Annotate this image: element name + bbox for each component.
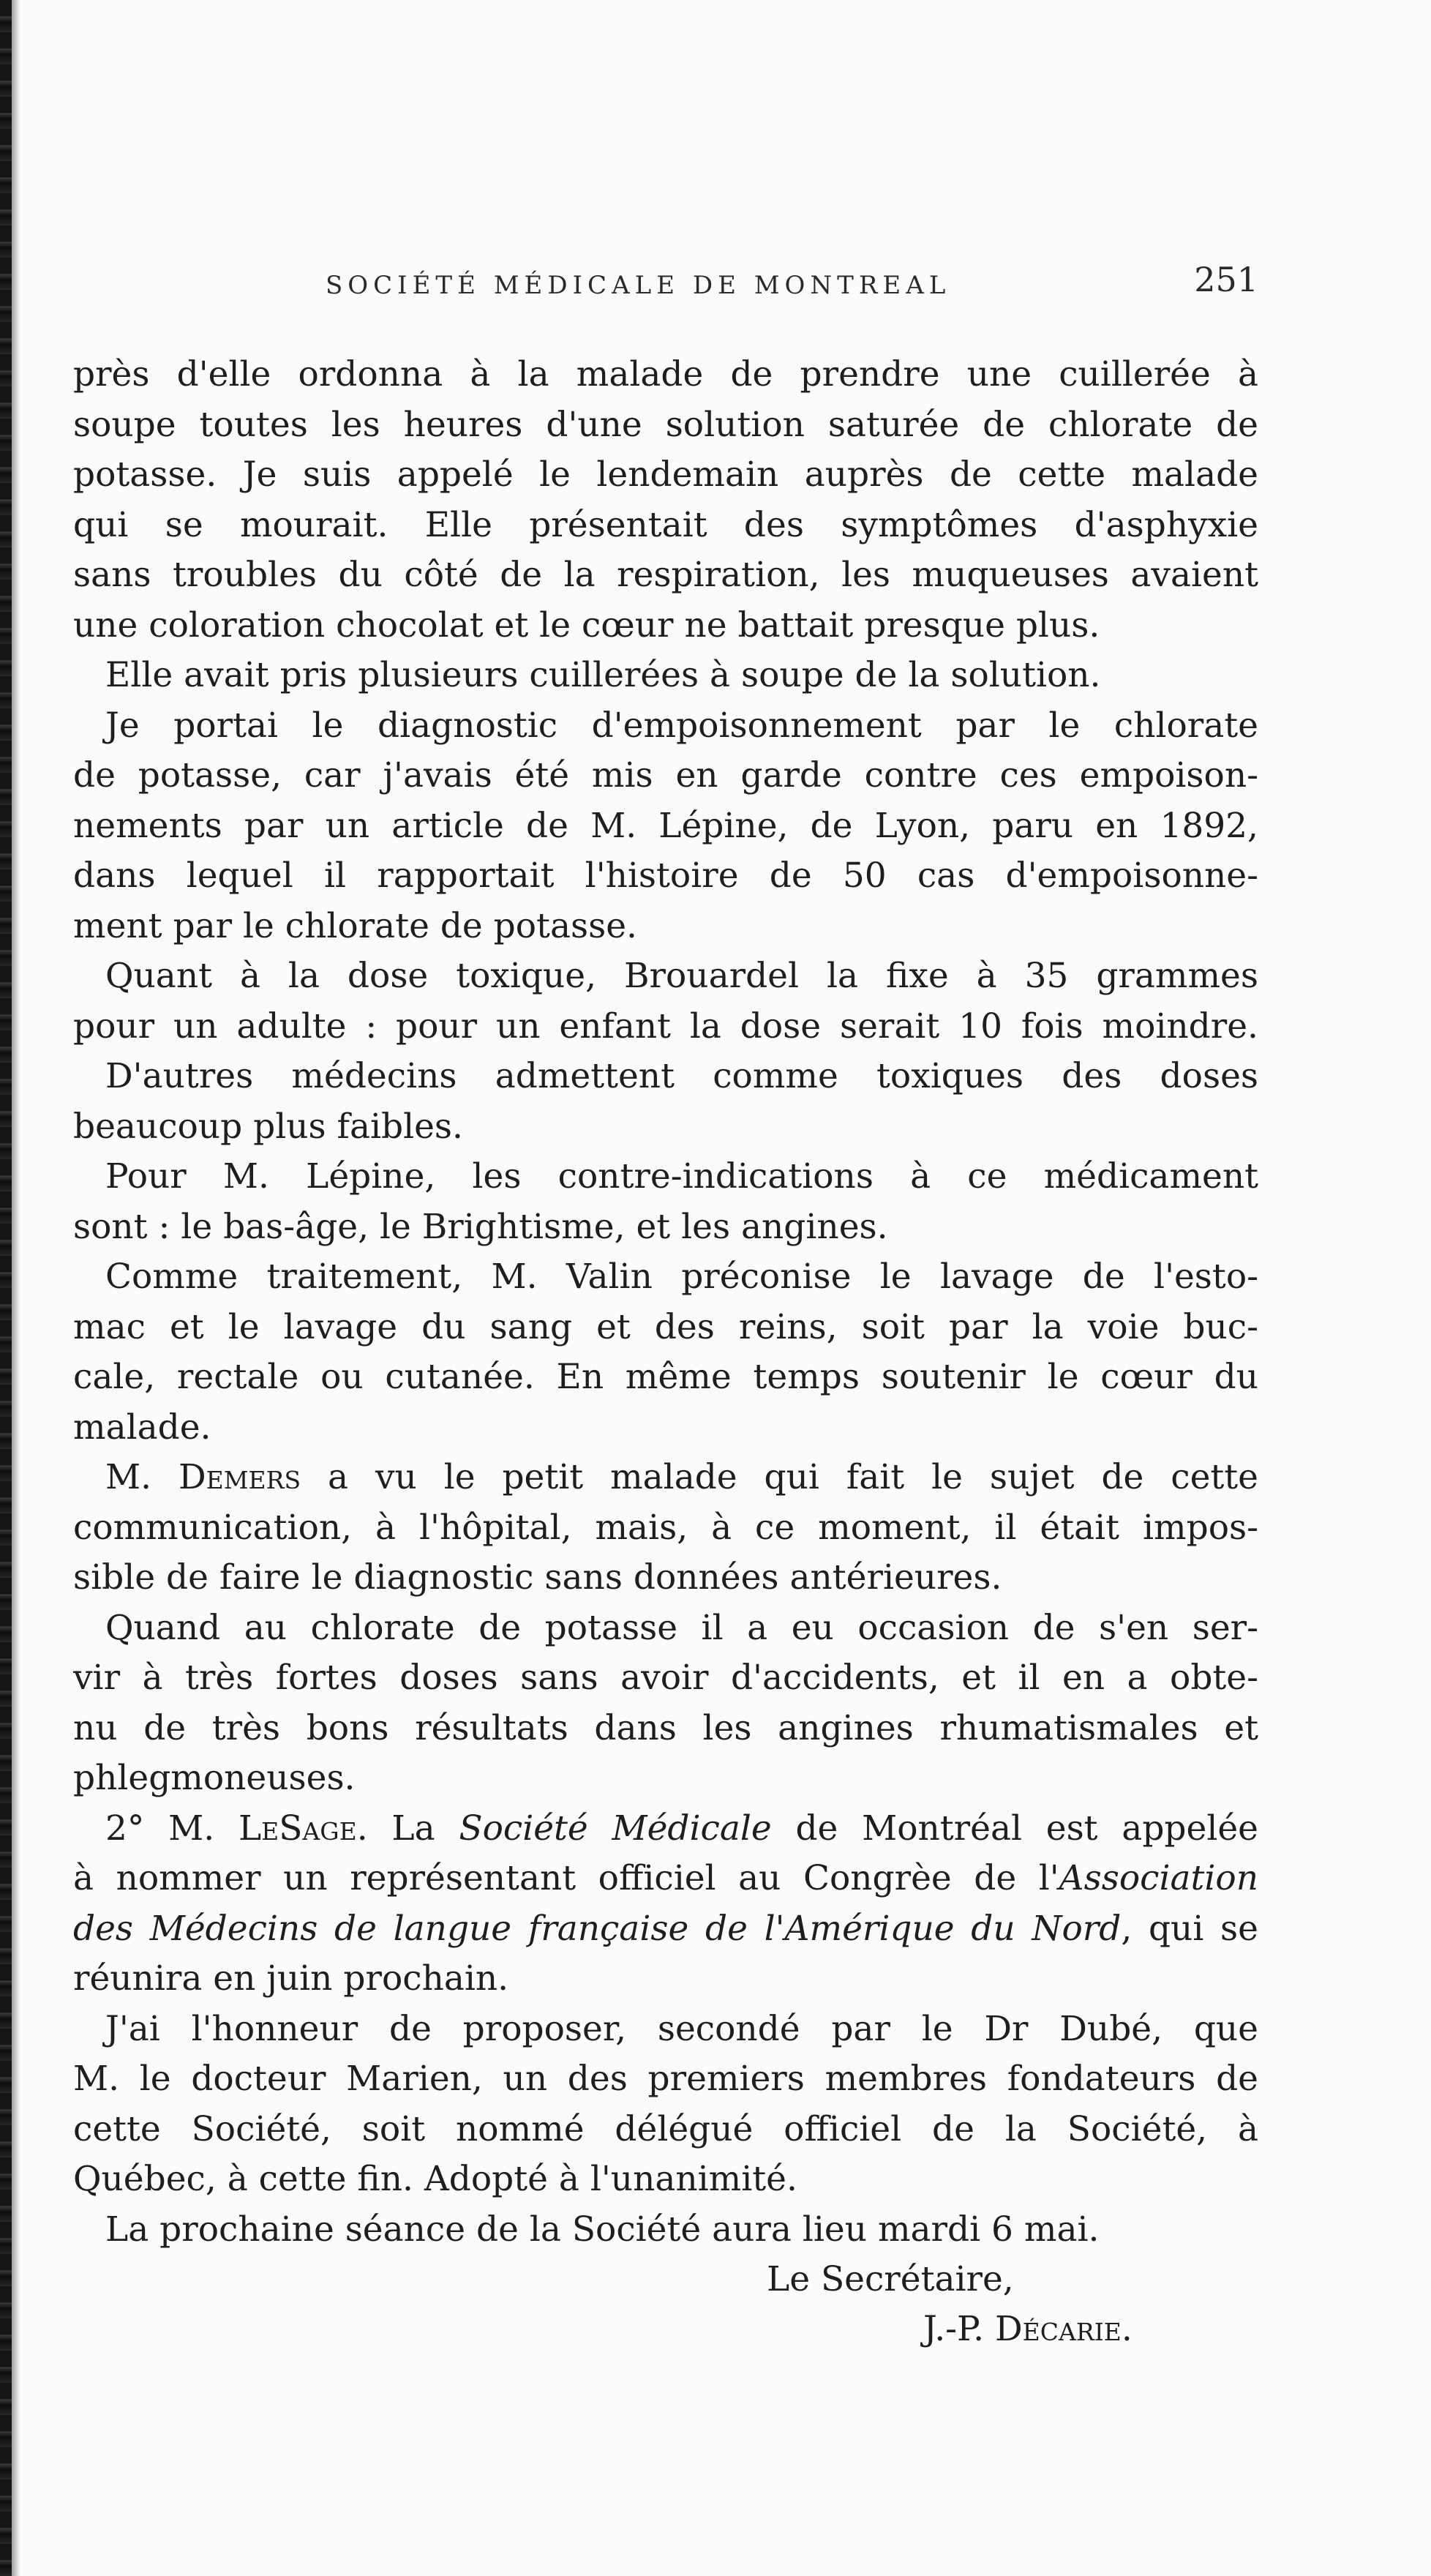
text-line <box>73 1453 1258 1503</box>
text-line: Quant à la dose toxique, Brouardel la fixe à 35 grammes <box>105 956 1258 996</box>
text-line: vir à très fortes doses sans avoir d'accidents, et il en a obte- <box>73 1658 1258 1698</box>
association-name: des Médecins de langue française de l'Amérique du Nord <box>73 1908 1122 1949</box>
text-line: Pour M. Lépine, les contre-indications à ce médicament <box>105 1156 1258 1197</box>
society-name: Société Médicale <box>459 1808 772 1849</box>
binding-shadow <box>12 0 20 2576</box>
text-line: qui se mourait. Elle présentait des symptômes d'asphyxie <box>73 504 1258 545</box>
book-binding-edge <box>0 0 12 2576</box>
signature-block <box>73 2255 1258 2357</box>
text-run: . <box>1121 2309 1133 2349</box>
text-run: 2° M. <box>105 1808 238 1849</box>
text-line: phlegmoneuses. <box>73 1758 356 1798</box>
text-run: . La <box>356 1808 459 1849</box>
text-line: cale, rectale ou cutanée. En même temps soutenir le cœur du <box>73 1357 1258 1397</box>
text-line: sans troubles du côté de la respiration, les muqueuses avaient <box>73 555 1258 595</box>
text-line: Je portai le diagnostic d'empoisonnement par le chlorate <box>105 705 1258 746</box>
association-name: Association <box>1059 1858 1258 1898</box>
text-line: Québec, à cette fin. Adopté à l'unanimité. <box>73 2159 797 2199</box>
text-line <box>73 1804 1258 1854</box>
page-number: 251 <box>1194 260 1258 299</box>
text-line: dans lequel il rapportait l'histoire de 50 cas d'empoisonne- <box>73 855 1258 896</box>
text-line: pour un adulte : pour un enfant la dose serait 10 fois moindre. <box>73 1006 1258 1046</box>
running-title: SOCIÉTÉ MÉDICALE DE MONTREAL <box>326 271 951 300</box>
text-line: ment par le chlorate de potasse. <box>73 905 637 946</box>
text-line: Comme traitement, M. Valin préconise le lavage de l'esto- <box>105 1257 1258 1297</box>
text-line: cette Société, soit nommé délégué officiel de la Société, à <box>73 2108 1258 2149</box>
speaker-name: LeSage <box>238 1808 357 1849</box>
text-line: D'autres médecins admettent comme toxiques des doses <box>105 1056 1258 1096</box>
text-line: nements par un article de M. Lépine, de Lyon, paru en 1892, <box>73 805 1258 846</box>
text-line: sont : le bas-âge, le Brightisme, et les angines. <box>73 1206 888 1247</box>
text-line: beaucoup plus faibles. <box>73 1106 463 1147</box>
text-line: de potasse, car j'avais été mis en garde contre ces empoison- <box>73 755 1258 795</box>
text-line: nu de très bons résultats dans les angines rhumatismales et <box>73 1707 1258 1748</box>
text-line: malade. <box>73 1407 211 1448</box>
text-run: a vu le petit malade qui fait le sujet de cette <box>301 1457 1258 1497</box>
text-run: à nommer un représentant officiel au Congrèe de l' <box>73 1858 1059 1898</box>
text-line <box>73 1854 1258 1904</box>
text-line: Elle avait pris plusieurs cuillerées à soupe de la solution. <box>105 655 1101 695</box>
text-run: de Montréal est appelée <box>771 1808 1258 1849</box>
signatory-surname: Décarie <box>995 2309 1122 2349</box>
text-line: sible de faire le diagnostic sans données antérieures. <box>73 1557 1002 1598</box>
book-page <box>73 249 1258 2357</box>
signature-role: Le Secrétaire, <box>767 2259 1014 2299</box>
text-line: potasse. Je suis appelé le lendemain auprès de cette malade <box>73 454 1258 495</box>
body-text <box>73 350 1258 2255</box>
running-head <box>73 249 1258 307</box>
text-line: près d'elle ordonna à la malade de prendre une cuillerée à <box>73 354 1258 394</box>
text-run: , qui se <box>1121 1908 1258 1949</box>
text-line: réunira en juin prochain. <box>73 1958 509 1999</box>
text-line <box>73 1904 1258 1955</box>
text-line: M. le docteur Marien, un des premiers membres fondateurs de <box>73 2059 1258 2099</box>
signature-name <box>923 2304 1133 2355</box>
text-run: M. <box>105 1457 179 1497</box>
text-line: J'ai l'honneur de proposer, secondé par le Dr Dubé, que <box>105 2008 1258 2049</box>
text-line: une coloration chocolat et le cœur ne battait presque plus. <box>73 604 1100 645</box>
text-line: La prochaine séance de la Société aura lieu mardi 6 mai. <box>105 2209 1100 2250</box>
text-line: communication, à l'hôpital, mais, à ce moment, il était impos- <box>73 1507 1258 1548</box>
text-line: soupe toutes les heures d'une solution saturée de chlorate de <box>73 404 1258 445</box>
text-run: J.-P. <box>923 2309 995 2349</box>
text-line: mac et le lavage du sang et des reins, soit par la voie buc- <box>73 1306 1258 1347</box>
text-line: Quand au chlorate de potasse il a eu occasion de s'en ser- <box>105 1607 1258 1648</box>
speaker-name: Demers <box>178 1457 301 1497</box>
